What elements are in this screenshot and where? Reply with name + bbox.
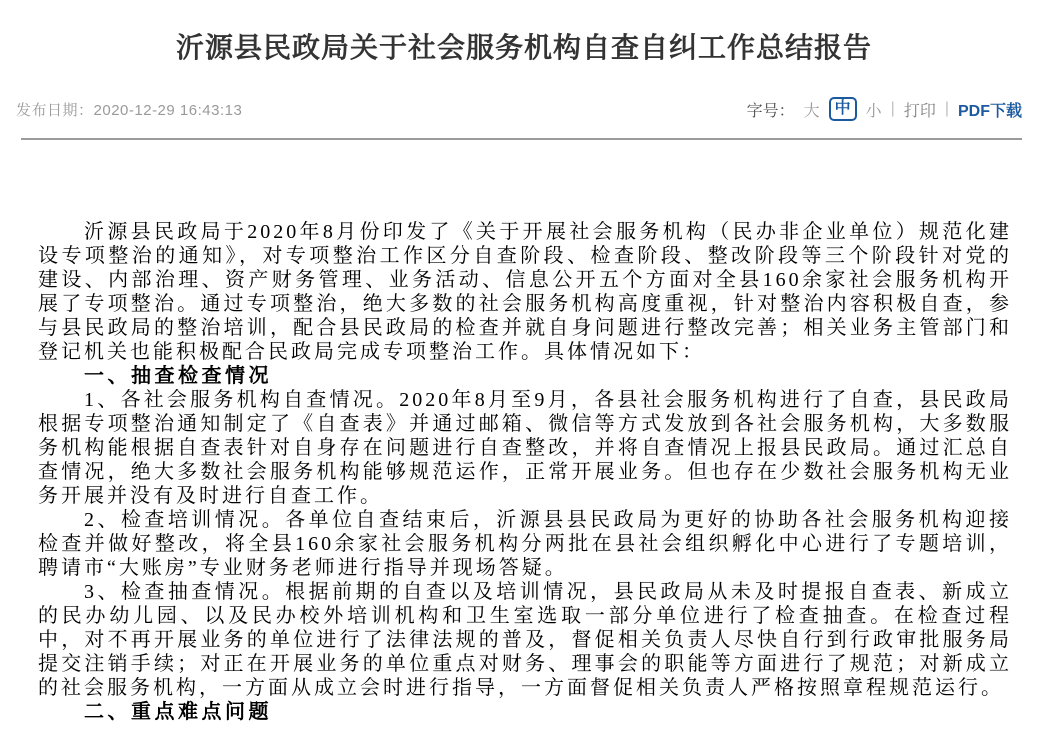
- header-divider: [21, 138, 1022, 140]
- font-size-medium-button[interactable]: 中: [829, 97, 857, 121]
- article-page: [0, 30, 1048, 724]
- separator-bar: |: [944, 100, 949, 117]
- publish-date-label: 发布日期：: [16, 101, 94, 119]
- font-size-label: 字号：: [746, 102, 795, 120]
- paragraph-self-check: 1、各社会服务机构自查情况。2020年8月至9月，各县社会服务机构进行了自查，县民政局根据专项整治通知制定了《自查表》并通过邮箱、微信等方式发放到各社会服务机构，大多数服务机构能根据自查表针对自身存在问题进行自查整改，并将自查情况上报县民政局。通过汇总自查情况，绝大多数社会服务机构能够规范运作，正常开展业务。但也存在少数社会服务机构无业务开展并没有及时进行自查工作。: [38, 389, 1012, 507]
- print-button[interactable]: 打印: [903, 102, 936, 120]
- section-heading-1: 一、抽查检查情况: [84, 365, 272, 387]
- section-heading-2: 二、重点难点问题: [84, 701, 272, 723]
- separator-bar: |: [890, 100, 895, 117]
- font-size-large-button[interactable]: 大: [803, 102, 820, 120]
- paragraph-spot-check: 3、检查抽查情况。根据前期的自查以及培训情况，县民政局从未及时提报自查表、新成立的民办幼儿园、以及民办校外培训机构和卫生室选取一部分单位进行了检查抽查。在检查过程中，对不再开展业务的单位进行了法律法规的普及，督促相关负责人尽快自行到行政审批服务局提交注销手续；对正在开展业务的单位重点对财务、理事会的职能等方面进行了规范；对新成立的社会服务机构，一方面从成立会时进行指导，一方面督促相关负责人严格按照章程规范运行。: [38, 581, 1012, 699]
- article-content: [38, 220, 1012, 724]
- pdf-download-button[interactable]: PDF下载: [957, 102, 1022, 120]
- paragraph-training: 2、检查培训情况。各单位自查结束后，沂源县县民政局为更好的协助各社会服务机构迎接检查并做好整改，将全县160余家社会服务机构分两批在县社会组织孵化中心进行了专题培训，聘请市“大账房”专业财务老师进行指导并现场答疑。: [38, 509, 1012, 579]
- paragraph-intro: 沂源县民政局于2020年8月份印发了《关于开展社会服务机构（民办非企业单位）规范化建设专项整治的通知》，对专项整治工作区分自查阶段、检查阶段、整改阶段等三个阶段针对党的建设、内部治理、资产财务管理、业务活动、信息公开五个方面对全县160余家社会服务机构开展了专项整治。通过专项整治，绝大多数的社会服务机构高度重视，针对整治内容积极自查，参与县民政局的整治培训，配合县民政局的检查并就自身问题进行整改完善；相关业务主管部门和登记机关也能积极配合民政局完成专项整治工作。具体情况如下：: [38, 221, 1012, 363]
- publish-date-value: 2020-12-29 16:43:13: [93, 101, 243, 119]
- meta-row: [0, 96, 1048, 122]
- publish-date: [16, 99, 242, 120]
- page-title: 沂源县民政局关于社会服务机构自查自纠工作总结报告: [175, 32, 872, 63]
- article-controls: [747, 97, 1022, 121]
- font-size-small-button[interactable]: 小: [865, 102, 882, 120]
